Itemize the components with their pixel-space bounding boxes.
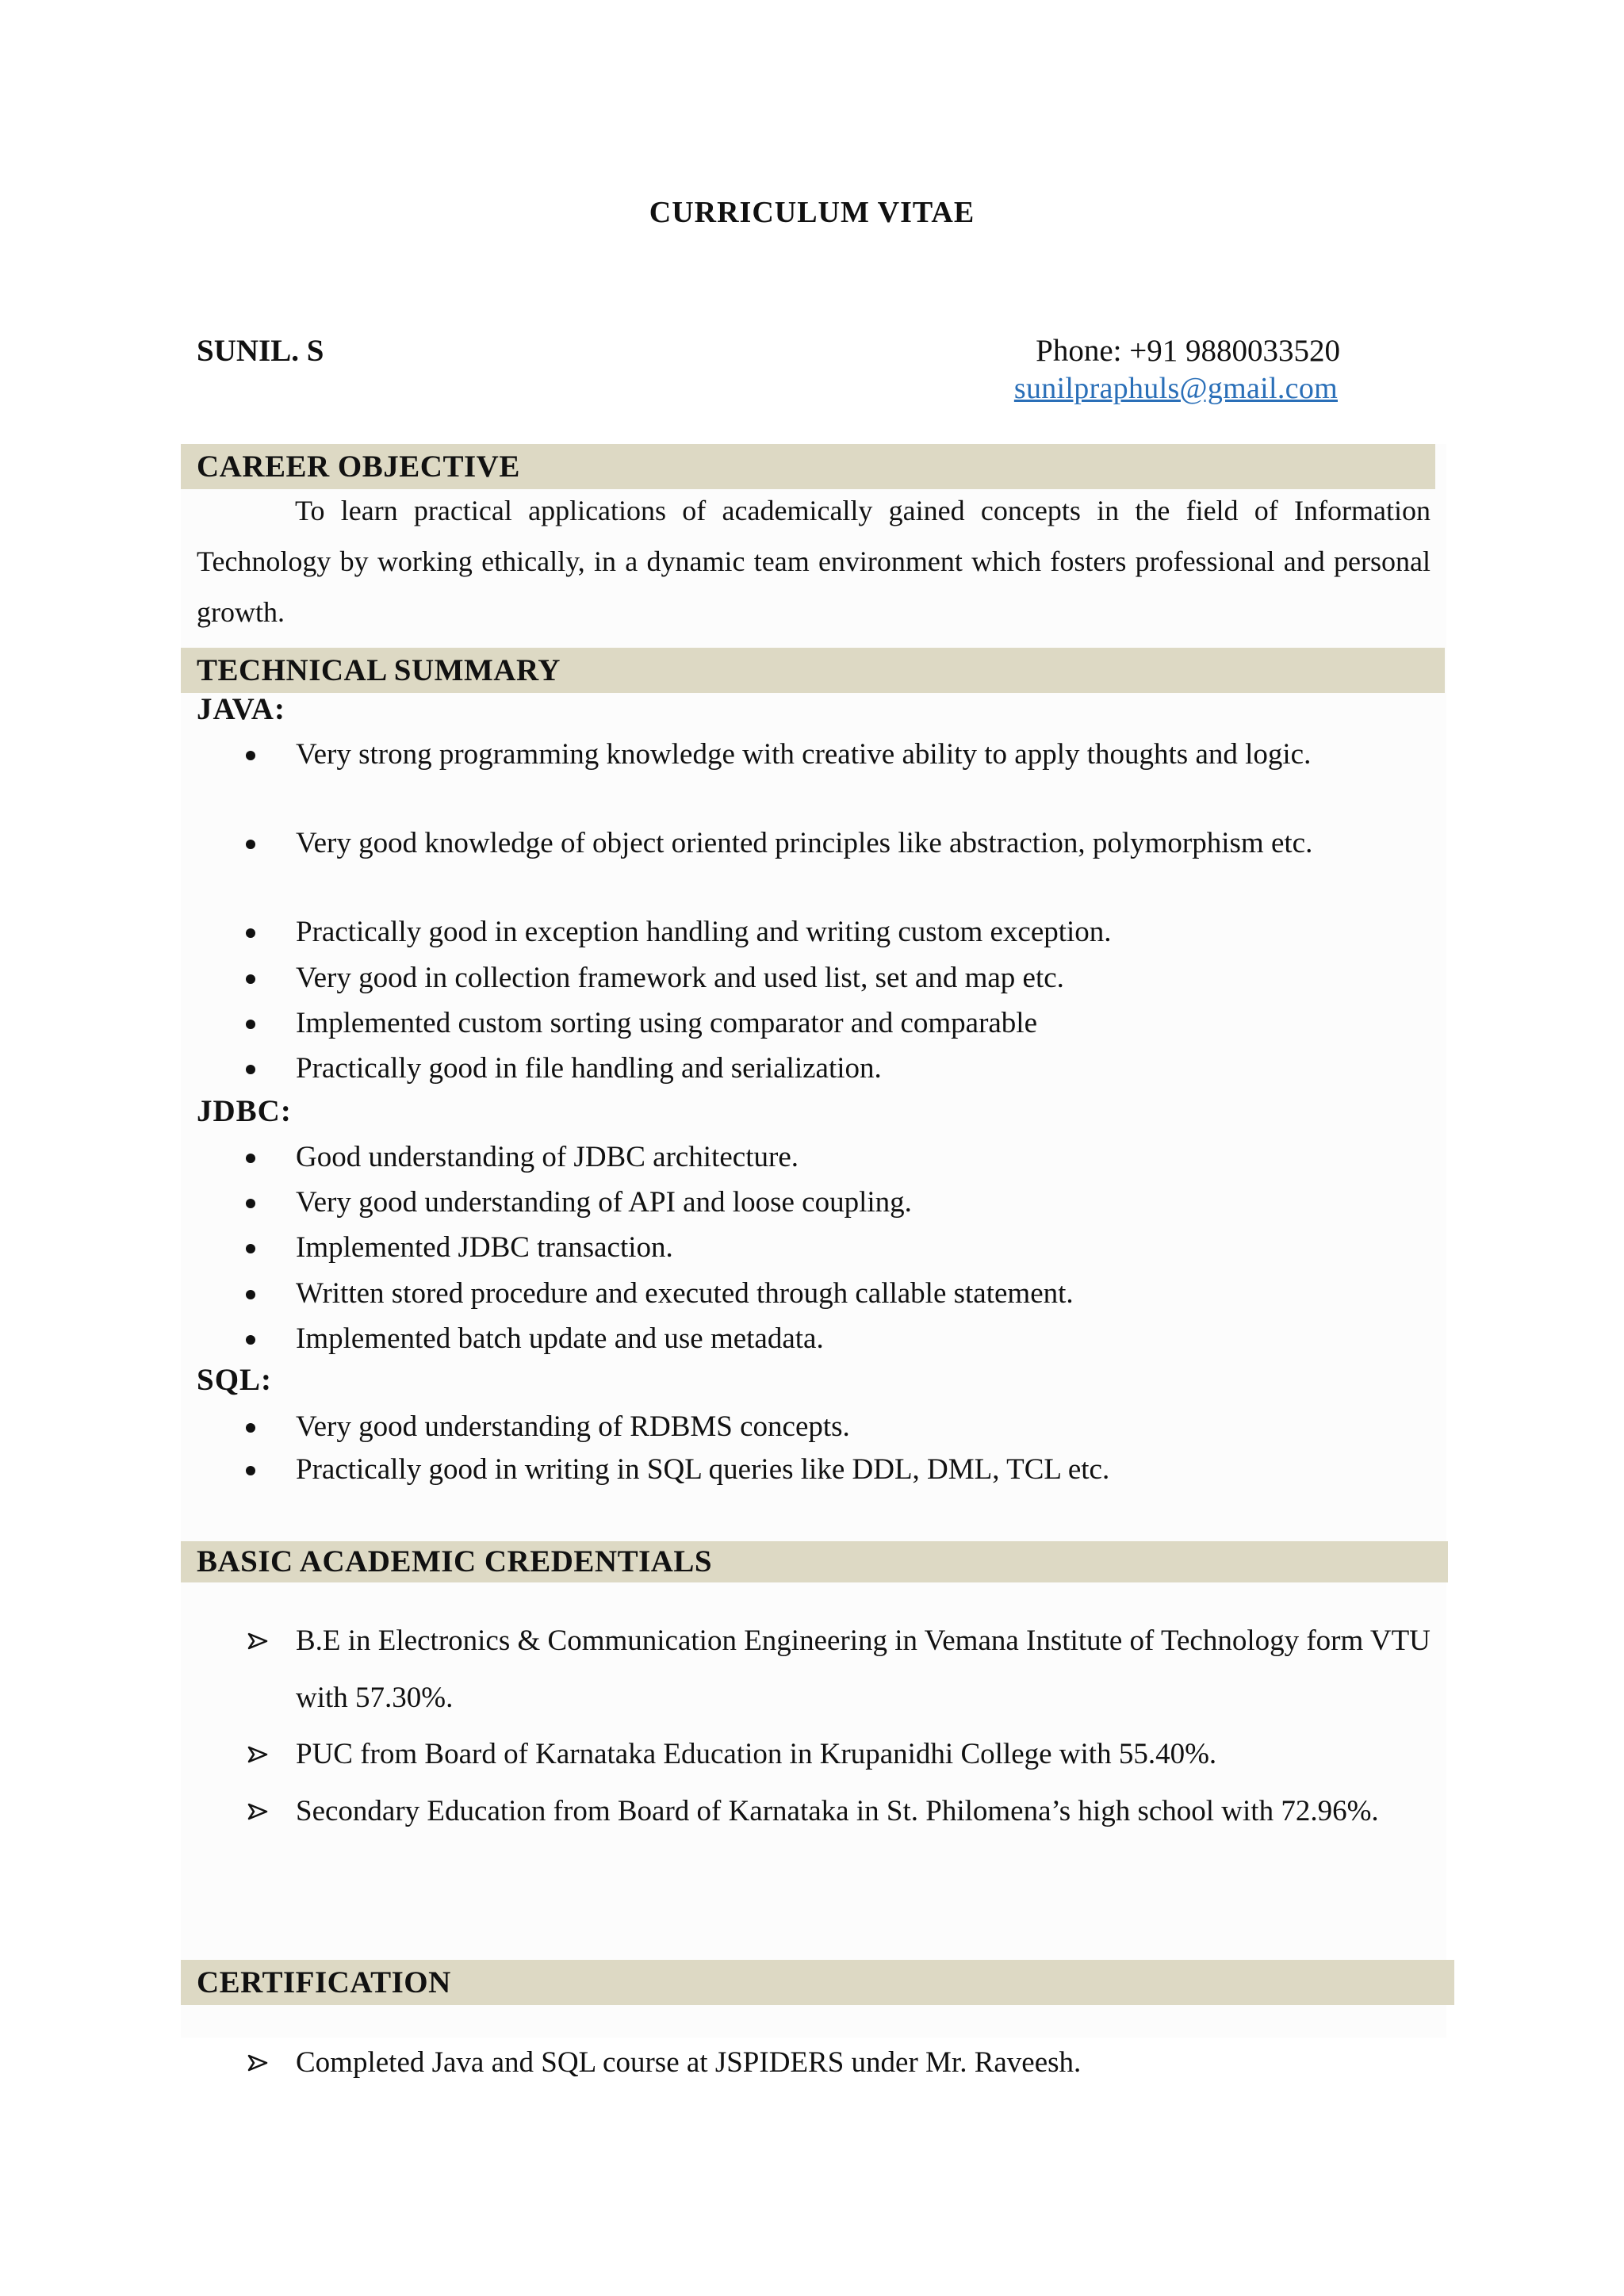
arrowhead-bullet-icon [246,1783,270,1840]
candidate-name: SUNIL. S [197,334,324,368]
section-heading-career-objective: CAREER OBJECTIVE [181,444,1435,489]
disc-bullet-icon [246,840,255,849]
list-item: Written stored procedure and executed through callable statement. [246,1272,1431,1315]
list-item: B.E in Electronics & Communication Engineering in Vemana Institute of Technology form VTU with 57.30%. [246,1613,1435,1727]
disc-bullet-icon [246,1423,255,1433]
list-item: Very strong programming knowledge with creative ability to apply thoughts and logic. [246,733,1431,776]
disc-bullet-icon [246,1290,255,1299]
list-item: Practically good in exception handling and writing custom exception. [246,910,1431,954]
skill-group-label-java: JAVA: [197,692,285,726]
list-item: Implemented custom sorting using comparator and comparable [246,1001,1431,1045]
disc-bullet-icon [246,974,255,984]
list-item: PUC from Board of Karnataka Education in Krupanidhi College with 55.40%. [246,1726,1435,1783]
list-item: Good understanding of JDBC architecture. [246,1135,1431,1179]
career-objective-text: To learn practical applications of academically gained concepts in the field of Information Technology by working ethically, in a dynamic team environment which fosters professional and personal growth. [197,495,1431,628]
disc-bullet-icon [246,928,255,938]
disc-bullet-icon [246,1065,255,1074]
list-item: Very good knowledge of object oriented principles like abstraction, polymorphism etc. [246,821,1431,865]
list-item: Practically good in writing in SQL queries like DDL, DML, TCL etc. [246,1448,1431,1491]
disc-bullet-icon [246,751,255,760]
disc-bullet-icon [246,1154,255,1163]
arrowhead-bullet-icon [246,2034,270,2091]
email-link[interactable]: sunilpraphuls@gmail.com [1013,372,1338,405]
list-item: Practically good in file handling and serialization. [246,1047,1431,1090]
disc-bullet-icon [246,1199,255,1208]
list-item: Completed Java and SQL course at JSPIDERS under Mr. Raveesh. [246,2034,1435,2091]
list-item: Secondary Education from Board of Karnataka in St. Philomena’s high school with 72.96%. [246,1783,1435,1840]
disc-bullet-icon [246,1335,255,1345]
arrowhead-bullet-icon [246,1726,270,1783]
disc-bullet-icon [246,1466,255,1475]
phone-number: Phone: +91 9880033520 [1036,334,1340,368]
list-item: Very good in collection framework and used list, set and map etc. [246,956,1431,1000]
skill-group-label-sql: SQL: [197,1363,273,1397]
section-heading-technical-summary: TECHNICAL SUMMARY [181,648,1445,693]
arrowhead-bullet-icon [246,1613,270,1670]
list-item: Implemented JDBC transaction. [246,1226,1431,1269]
disc-bullet-icon [246,1020,255,1029]
document-title: CURRICULUM VITAE [649,196,975,229]
list-item: Very good understanding of API and loose coupling. [246,1181,1431,1224]
section-heading-academic-credentials: BASIC ACADEMIC CREDENTIALS [181,1541,1448,1582]
list-item: Implemented batch update and use metadata. [246,1317,1431,1360]
list-item: Very good understanding of RDBMS concepts. [246,1405,1431,1448]
disc-bullet-icon [246,1244,255,1253]
section-heading-certification: CERTIFICATION [181,1960,1454,2005]
skill-group-label-jdbc: JDBC: [197,1094,292,1128]
